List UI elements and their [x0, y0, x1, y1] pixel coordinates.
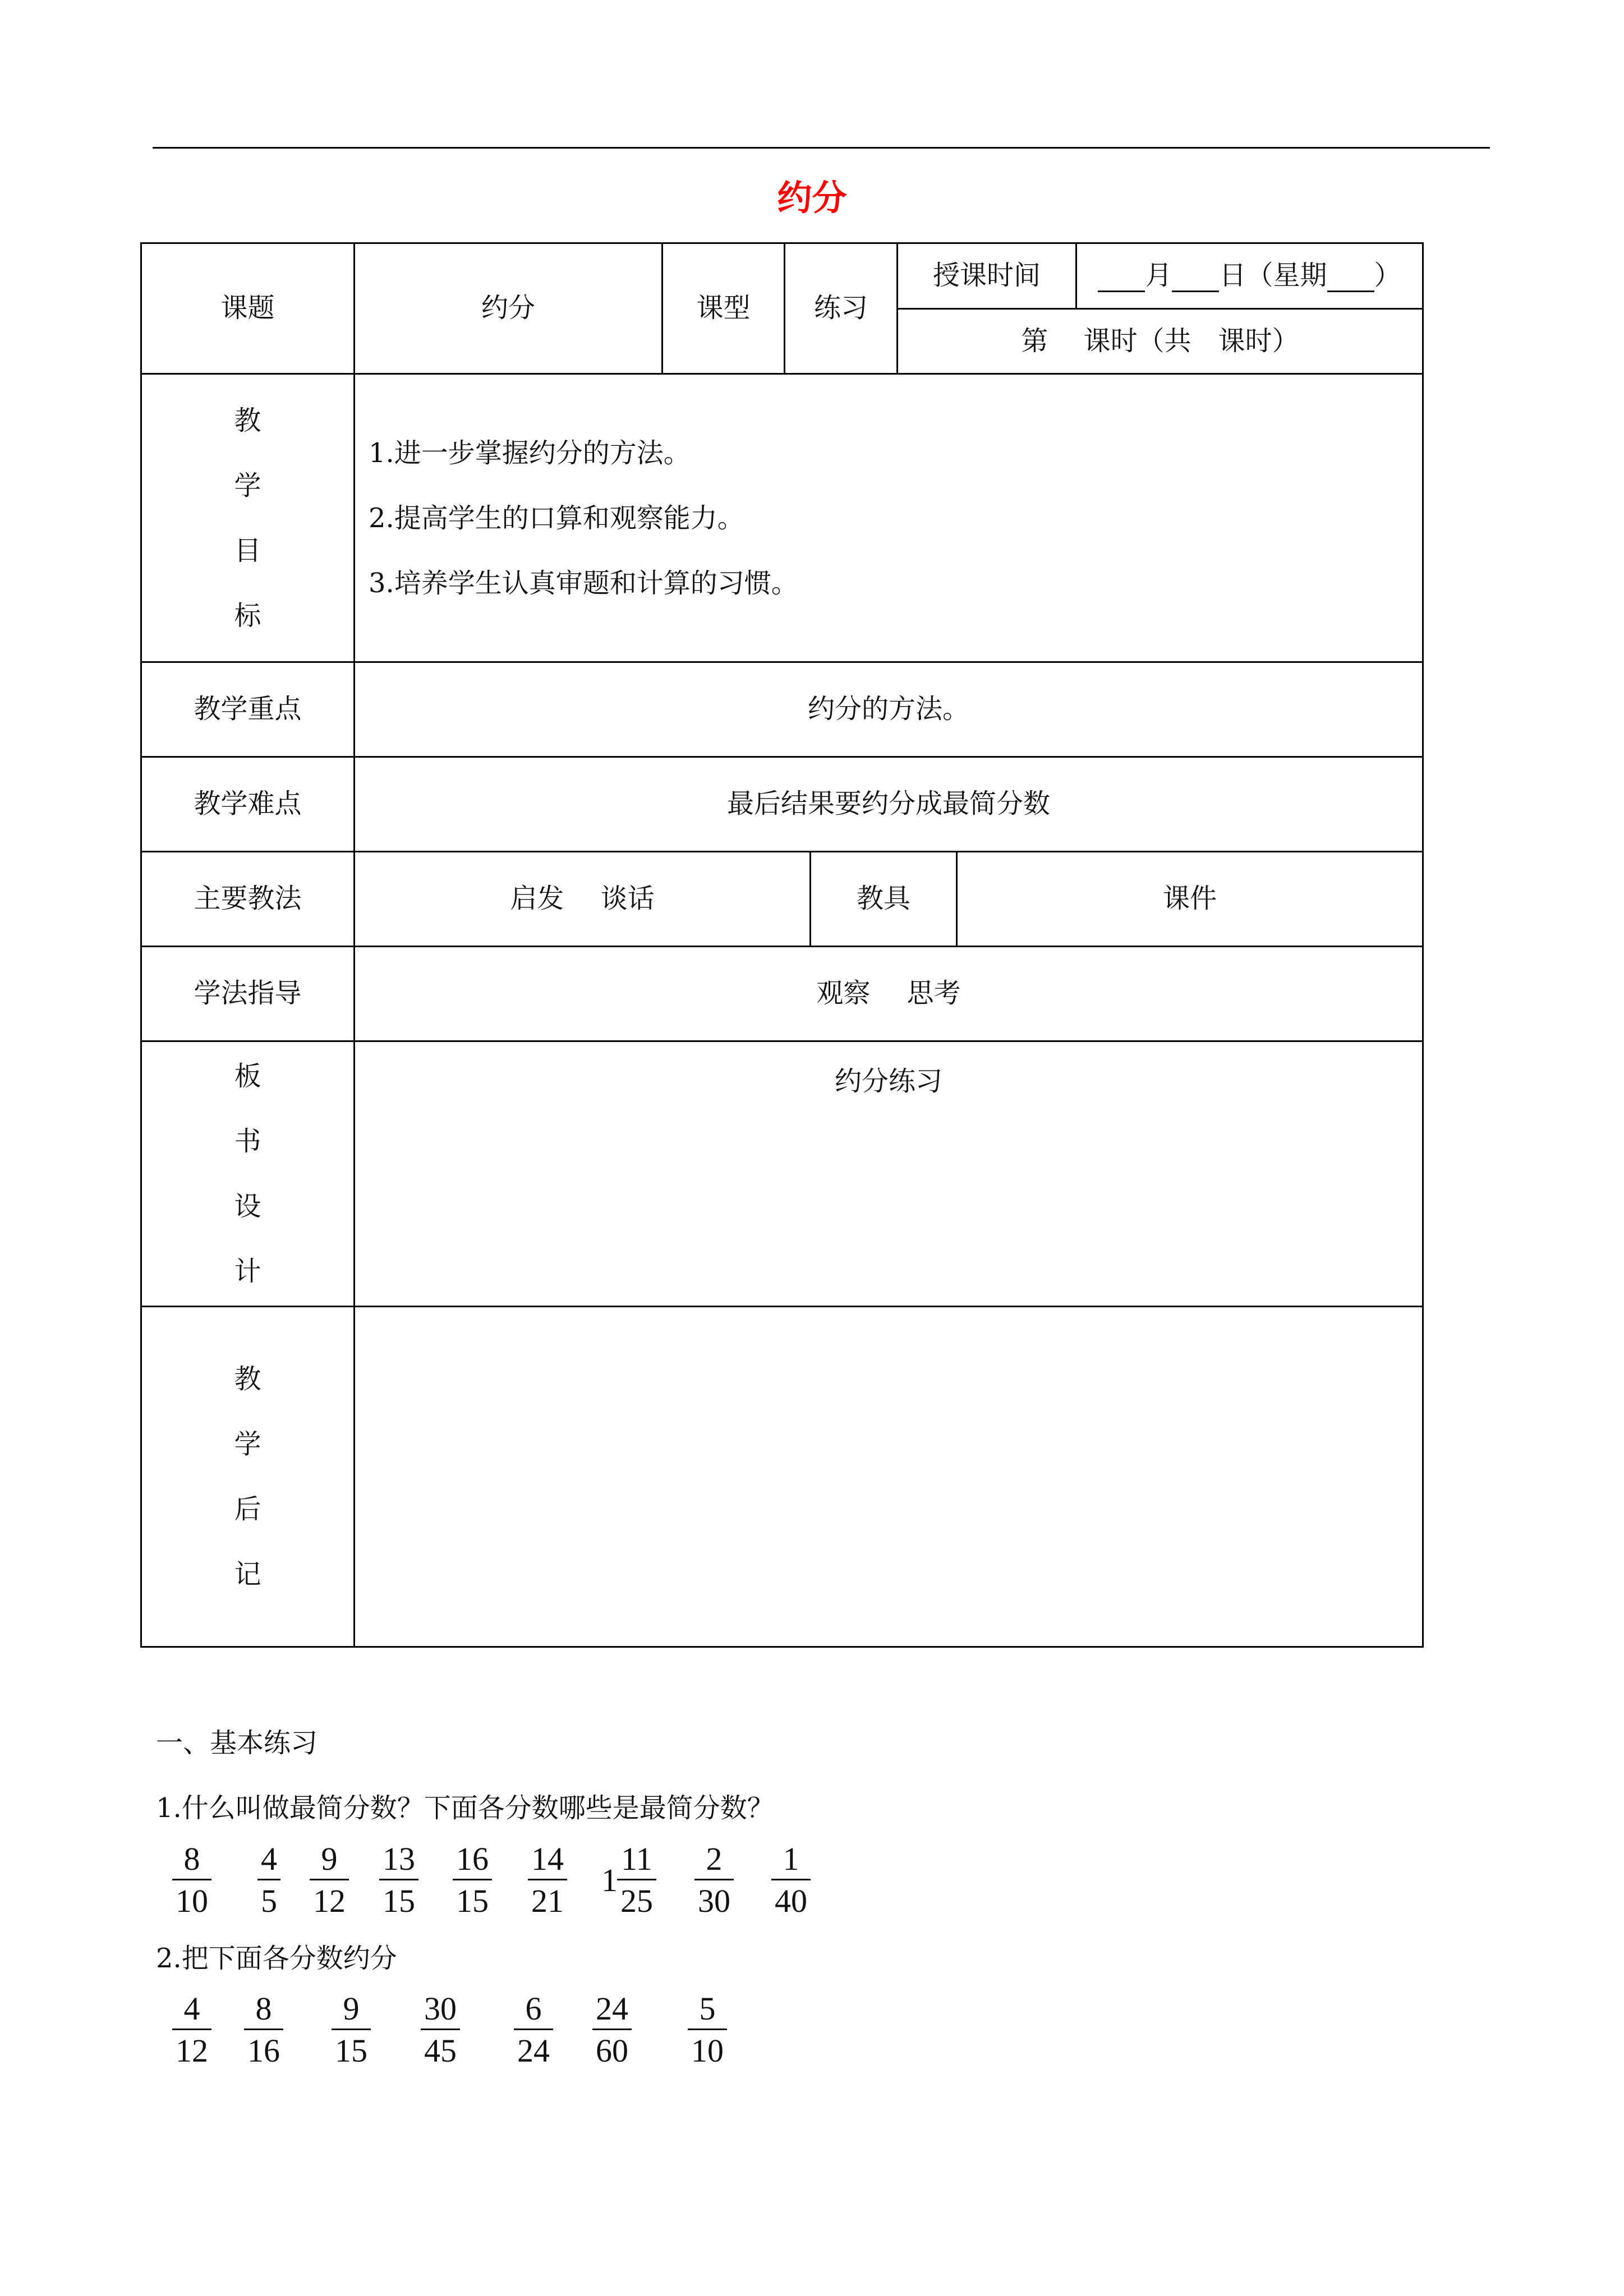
date-fill-in: 月 日（星期 ）: [1098, 260, 1401, 292]
header-rule: [153, 147, 1490, 149]
study-label-cell: [140, 946, 355, 1042]
study-cell: [353, 946, 1424, 1042]
topic-label: 课题: [220, 292, 275, 324]
reflection-label: 教 学 后 记: [234, 1363, 261, 1590]
key-point-value: 约分的方法。: [807, 693, 969, 725]
objective-item: 1.进一步掌握约分的方法。: [369, 437, 691, 469]
fraction: $\frac{30}{45}$: [421, 1989, 460, 2071]
day-blank: [1172, 261, 1219, 292]
topic-label-cell: [140, 242, 355, 375]
key-point-cell: [353, 661, 1424, 758]
period-text: 第 课时（共 课时）: [1021, 325, 1299, 357]
fraction: $\frac{14}{21}$: [528, 1839, 567, 1921]
question-1: 1.什么叫做最简分数？下面各分数哪些是最简分数？: [156, 1792, 774, 1824]
topic-value-cell: [353, 242, 663, 375]
objectives-label: 教 学 目 标: [234, 404, 261, 631]
fraction: $\frac{13}{15}$: [379, 1839, 418, 1921]
month-blank: [1098, 261, 1145, 292]
difficulty-label-cell: [140, 756, 355, 852]
difficulty-value: 最后结果要约分成最简分数: [726, 788, 1050, 820]
time-label-cell: [896, 242, 1077, 310]
objective-item: 3.培养学生认真审题和计算的习惯。: [369, 567, 798, 599]
board-value: 约分练习: [834, 1066, 942, 1097]
time-label: 授课时间: [932, 260, 1041, 292]
document-title: 约分: [777, 177, 847, 218]
tools-label-cell: [809, 851, 958, 947]
weekday-blank: [1327, 261, 1374, 292]
fraction: $\frac{4}{5}$: [257, 1839, 280, 1921]
objectives-label-cell: [140, 373, 355, 663]
fraction: $\frac{2}{30}$: [694, 1839, 734, 1921]
fraction: $\frac{24}{60}$: [592, 1989, 632, 2071]
fraction: $\frac{16}{15}$: [453, 1839, 492, 1921]
question-2: 2.把下面各分数约分: [156, 1943, 397, 1974]
date-cell: [1075, 242, 1424, 310]
objectives-cell: [353, 373, 1424, 663]
fraction: $\frac{8}{10}$: [172, 1839, 211, 1921]
method-label: 主要教法: [194, 883, 302, 915]
tools-cell: [956, 851, 1424, 947]
fraction: $\frac{5}{10}$: [688, 1989, 727, 2071]
fraction: $\frac{1}{40}$: [771, 1839, 811, 1921]
difficulty-cell: [353, 756, 1424, 852]
study-label: 学法指导: [194, 978, 302, 1009]
key-point-label: 教学重点: [194, 693, 302, 725]
period-cell: [896, 308, 1424, 375]
fraction: $\frac{6}{24}$: [514, 1989, 553, 2071]
fraction: $\frac{8}{16}$: [244, 1989, 283, 2071]
type-label: 课型: [696, 292, 751, 324]
board-label: 板 书 设 计: [234, 1061, 261, 1287]
type-label-cell: [661, 242, 785, 375]
reflection-cell: [353, 1306, 1424, 1648]
fraction: $\frac{9}{12}$: [310, 1839, 349, 1921]
type-value-cell: [784, 242, 898, 375]
fraction: $\frac{11}{25}$: [617, 1839, 656, 1921]
board-label-cell: [140, 1040, 355, 1307]
board-cell: [353, 1040, 1424, 1307]
method-cell: [353, 851, 811, 947]
objective-item: 2.提高学生的口算和观察能力。: [369, 502, 744, 534]
difficulty-label: 教学难点: [194, 788, 302, 820]
method-value: 启发 谈话: [510, 883, 655, 915]
type-value: 练习: [813, 292, 868, 324]
fraction: $\frac{9}{15}$: [332, 1989, 371, 2071]
fraction: $\frac{4}{12}$: [172, 1989, 211, 2071]
reflection-label-cell: [140, 1306, 355, 1648]
section-heading: 一、基本练习: [156, 1727, 318, 1759]
key-point-label-cell: [140, 661, 355, 758]
mixed-number-whole: 1: [601, 1862, 618, 1898]
tools-label: 教具: [856, 883, 910, 915]
topic-value: 约分: [481, 292, 535, 324]
study-value: 观察 思考: [816, 978, 961, 1009]
tools-value: 课件: [1162, 883, 1217, 915]
method-label-cell: [140, 851, 355, 947]
